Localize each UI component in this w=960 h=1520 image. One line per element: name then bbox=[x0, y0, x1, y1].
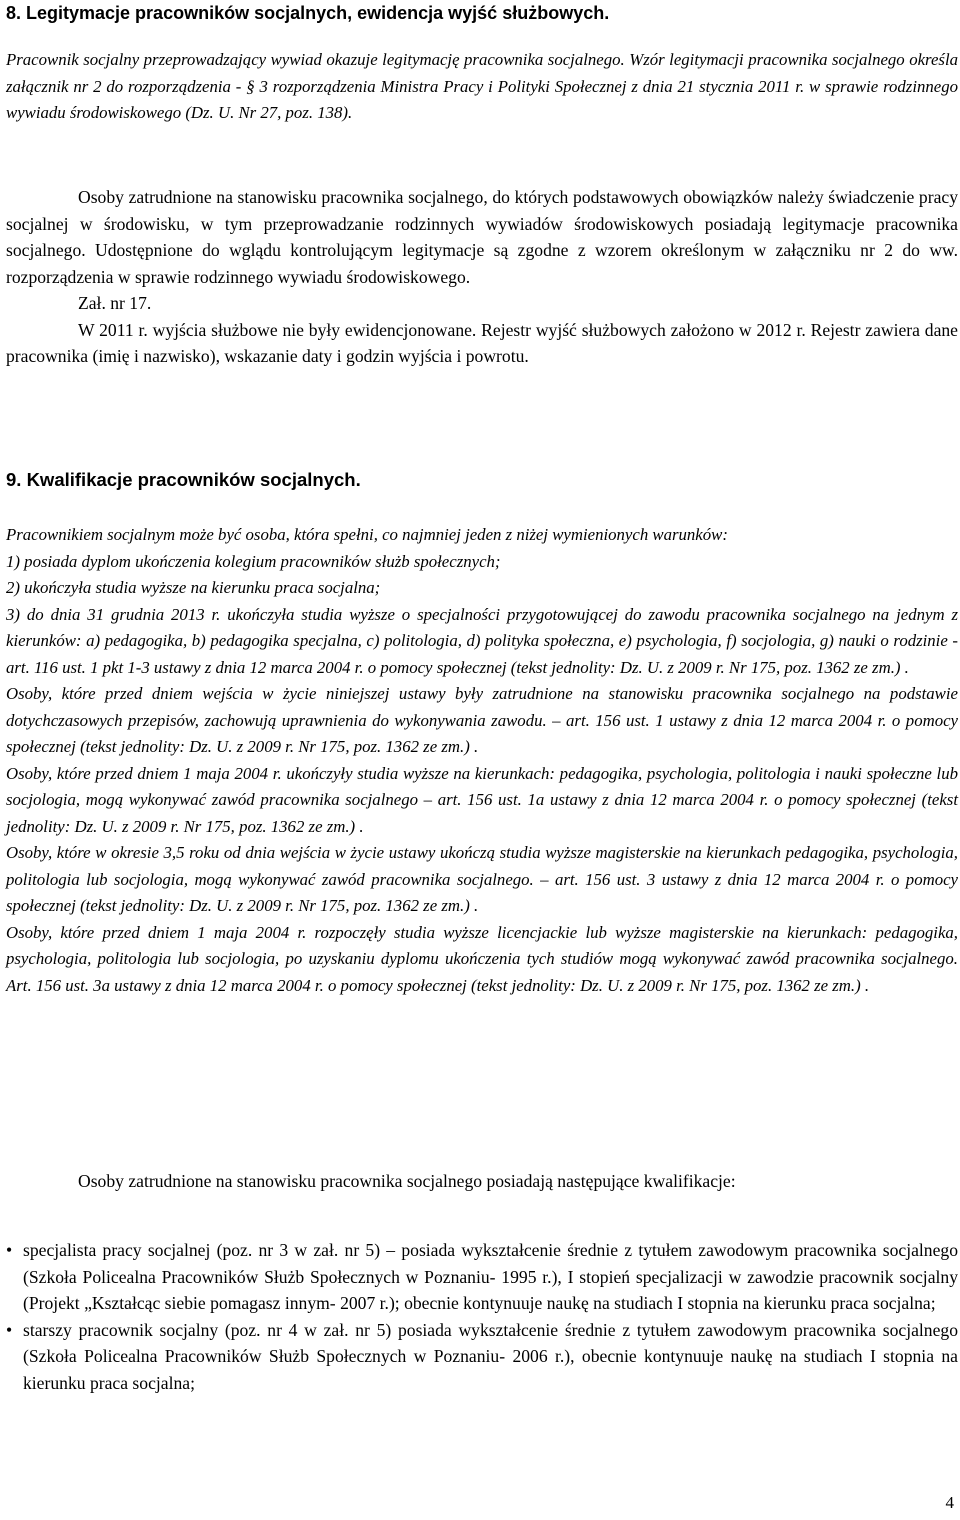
transitional-rule-1a: Osoby, które przed dniem 1 maja 2004 r. ukończyły studia wyższe na kierunkach: pedagogika, psychologia, politologia i nauki społeczne lub socjologia, mogą wykonywać zawód pracownika socjalnego – art. 156 ust. 1a ustawy z dnia 12 marca 2004 r. o pomocy społecznej (tekst jednolity: Dz. U. z 2009 r. Nr 175, poz. 1362 ze zm.) . bbox=[6, 763, 958, 836]
section-8-heading: 8. Legitymacje pracowników socjalnych, ewidencja wyjść służbowych. bbox=[6, 3, 610, 23]
list-item-text: specjalista pracy socjalnej (poz. nr 3 w zał. nr 5) – posiada wykształcenie średnie z tytułem zawodowym pracownika socjalnego (Szkoła Policealna Pracowników Służb Społecznych w Poznaniu- 1995 r.), I stopień specjalizacji w zawodzie pracownik socjalny (Projekt „Kształcąc siebie pomagasz innym- 2007 r.); obecnie kontynuuje naukę na studiach I stopnia na kierunku praca socjalna; bbox=[23, 1240, 958, 1313]
section-8-paragraph bbox=[6, 184, 958, 370]
condition-2: 2) ukończyła studia wyższe na kierunku praca socjalna; bbox=[6, 578, 381, 597]
condition-3: 3) do dnia 31 grudnia 2013 r. ukończyła studia wyższe o specjalności przygotowującej do zawodu pracownika socjalnego na jednym z kierunków: a) pedagogika, b) pedagogika specjalna, c) politologia, d) polityka społeczna, e) psychologia, f) socjologia, g) nauki o rodzinie - art. 116 ust. 1 pkt 1-3 ustawy z dnia 12 marca 2004 r. o pomocy społecznej (tekst jednolity: Dz. U. z 2009 r. Nr 175, poz. 1362 ze zm.) . bbox=[6, 604, 958, 677]
list-item-text: starszy pracownik socjalny (poz. nr 4 w zał. nr 5) posiada wykształcenie średnie z tytułem zawodowym pracownika socjalnego (Szkoła Policealna Pracowników Służb Społecznych w Poznaniu- 2006 r.), obecnie kontynuuje naukę na studiach I stopnia na kierunku praca socjalna; bbox=[23, 1319, 958, 1393]
section-9-heading: 9. Kwalifikacje pracowników socjalnych. bbox=[6, 469, 361, 490]
conditions-intro: Pracownikiem socjalnym może być osoba, która spełni, co najmniej jeden z niżej wymienionych warunków: bbox=[6, 525, 728, 544]
wyjscia-text: W 2011 r. wyjścia służbowe nie były ewidencjonowane. Rejestr wyjść służbowych założono w 2012 r. Rejestr zawiera dane pracownika (imię i nazwisko), wskazanie daty i godzin wyjścia i powrotu. bbox=[6, 319, 958, 366]
qualifications-intro: Osoby zatrudnione na stanowisku pracownika socjalnego posiadają następujące kwalifikacje: bbox=[78, 1171, 736, 1191]
bullet-icon: • bbox=[6, 1240, 13, 1260]
condition-1: 1) posiada dyplom ukończenia kolegium pracowników służb społecznych; bbox=[6, 551, 501, 571]
list-item bbox=[6, 1317, 958, 1397]
bullet-icon: • bbox=[6, 1319, 13, 1340]
transitional-rule-3a: Osoby, które przed dniem 1 maja 2004 r. rozpoczęły studia wyższe licencjackie lub wyższe magisterskie na kierunkach: pedagogika, psychologia, politologia lub socjologia, po uzyskaniu dyplomu ukończenia tych studiów mogą wykonywać zawód pracownika socjalnego. Art. 156 ust. 3a ustawy z dnia 12 marca 2004 r. o pomocy społecznej (tekst jednolity: Dz. U. z 2009 r. Nr 175, poz. 1362 ze zm.) . bbox=[6, 922, 958, 995]
qualifications-list bbox=[6, 1237, 958, 1396]
list-item bbox=[6, 1237, 958, 1317]
page-number: 4 bbox=[945, 1493, 954, 1512]
transitional-rule-1: Osoby, które przed dniem wejścia w życie niniejszej ustawy były zatrudnione na stanowisku pracownika socjalnego na podstawie dotychczasowych przepisów, zachowują uprawnienia do wykonywania zawodu. – art. 156 ust. 1 ustawy z dnia 12 marca 2004 r. o pomocy społecznej (tekst jednolity: Dz. U. z 2009 r. Nr 175, poz. 1362 ze zm.) . bbox=[6, 684, 958, 756]
legitymacje-text: Osoby zatrudnione na stanowisku pracownika socjalnego, do których podstawowych obowiązków należy świadczenie pracy socjalnej w środowisku, w tym przeprowadzanie rodzinnych wywiadów środowiskowych posiadają legitymacje pracownika socjalnego. Udostępnione do wglądu kontrolującym legitymacje są zgodne z wzorem określonym w załączniku nr 2 do ww. rozporządzenia w sprawie rodzinnego wywiadu środowiskowego. bbox=[6, 187, 958, 287]
transitional-rule-3: Osoby, które w okresie 3,5 roku od dnia wejścia w życie ustawy ukończą studia wyższe magisterskie na kierunkach pedagogika, psychologia, politologia lub socjologia, mogą wykonywać zawód pracownika socjalnego. – art. 156 ust. 3 ustawy z dnia 12 marca 2004 r. o pomocy społecznej (tekst jednolity: Dz. U. z 2009 r. Nr 175, poz. 1362 ze zm.) . bbox=[6, 843, 958, 915]
qualification-conditions bbox=[6, 522, 958, 999]
attachment-reference: Zał. nr 17. bbox=[78, 293, 152, 313]
section-8-italic-paragraph: Pracownik socjalny przeprowadzający wywiad okazuje legitymację pracownika socjalnego. Wzór legitymacji pracownika socjalnego określa załącznik nr 2 do rozporządzenia - § 3 rozporządzenia Ministra Pracy i Polityki Społecznej z dnia 21 stycznia 2011 r. w sprawie rodzinnego wywiadu środowiskowego (Dz. U. Nr 27, poz. 138). bbox=[6, 50, 958, 122]
